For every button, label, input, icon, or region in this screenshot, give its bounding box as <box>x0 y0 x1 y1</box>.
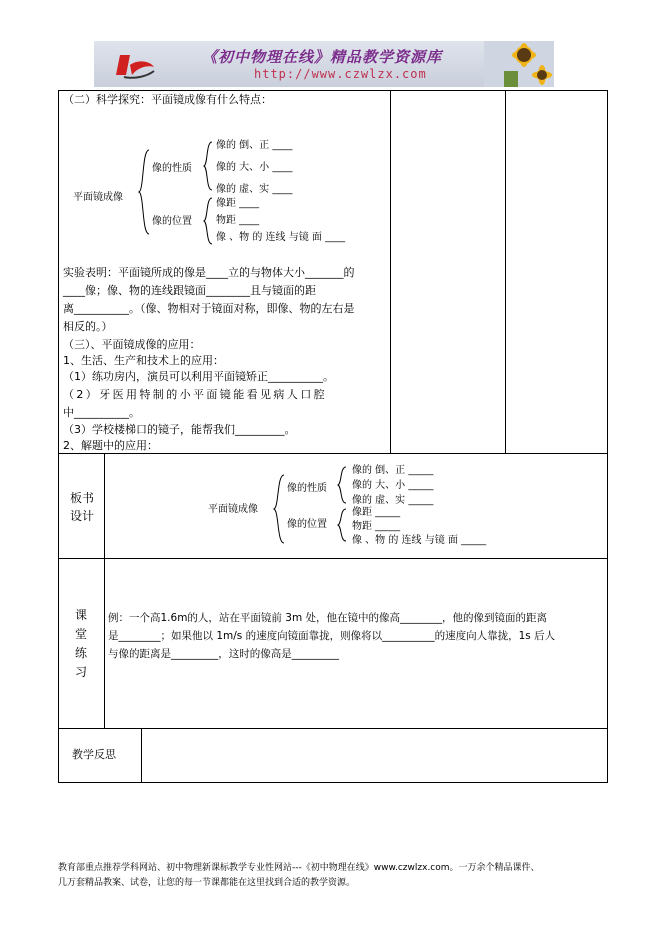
brace-icon <box>337 465 347 505</box>
board-label: 设计 <box>70 509 95 523</box>
board-b2-item: 物距 _____ <box>352 521 401 532</box>
reflection-label: 教学反思 <box>72 748 116 761</box>
section3-line: 1、生活、生产和技术上的应用： <box>63 354 224 367</box>
section2-heading: （二）科学探究：平面镜成像有什么特点： <box>63 93 272 106</box>
practice-label-char: 练 <box>75 646 88 660</box>
conclusion-line: 离__________。（像、物相对于镜面对称，即像、物的左右是 <box>63 302 355 315</box>
board-b2-item: 像距 _____ <box>352 507 401 518</box>
diagram-b2-item: 物距 ____ <box>216 215 260 226</box>
diagram-b2-item: 像 、物 的 连线 与镜 面 ____ <box>216 232 346 243</box>
practice-label-char: 堂 <box>75 627 88 641</box>
brace-icon <box>138 148 150 236</box>
section3-heading: （三）、平面镜成像的应用： <box>63 338 201 351</box>
diagram-branch2: 像的位置 <box>152 216 192 227</box>
banner-url: http://www.czwlzx.com <box>254 67 427 81</box>
brace-icon <box>203 140 213 192</box>
practice-line: 与像的距离是_________，这时的像高是_________ <box>108 648 339 660</box>
brace-icon <box>203 196 213 246</box>
header-banner <box>94 41 554 87</box>
section3-line: （2）牙医用特制的小平面镜能看见病人口腔 <box>63 388 327 401</box>
practice-line: 例：一个高1.6m的人，站在平面镜前 3m 处，他在镜中的像高________，他的像到镜面的距离 <box>108 612 548 624</box>
brace-icon <box>337 507 347 543</box>
diagram-branch1: 像的性质 <box>152 163 192 174</box>
conclusion-line: ____像；像、物的连线跟镜面________且与镜面的距 <box>63 284 316 297</box>
board-b1-item: 像的 大、小 _____ <box>352 480 434 491</box>
diagram-b1-item: 像的 大、小 ____ <box>216 162 293 173</box>
board-b1-item: 像的 倒、正 _____ <box>352 465 434 476</box>
diagram-b2-item: 像距 ____ <box>216 198 260 209</box>
board-label: 板书 <box>70 491 95 505</box>
board-diagram-branch1: 像的性质 <box>287 483 327 494</box>
footer-line: 教育部重点推荐学科网站、初中物理新课标教学专业性网站---《初中物理在线》www.czwlzx.com。一万余个精品课件、 <box>58 863 540 873</box>
section3-line: 中__________。 <box>63 406 140 419</box>
conclusion-line: 相反的。） <box>63 320 113 333</box>
practice-label-char: 课 <box>75 608 88 622</box>
banner-title: 《初中物理在线》精品教学资源库 <box>202 48 443 66</box>
diagram-b1-item: 像的 虚、实 ____ <box>216 184 293 195</box>
sunflower-image <box>484 41 554 87</box>
practice-label-char: 习 <box>75 665 88 679</box>
page-footer <box>58 861 618 891</box>
brace-icon <box>273 473 285 545</box>
diagram-b1-item: 像的 倒、正 ____ <box>216 140 293 151</box>
footer-line: 几万套精品教案、试卷，让您的每一节课都能在这里找到合适的教学资源。 <box>58 878 356 888</box>
section3-line: （1）练功房内，演员可以利用平面镜矫正__________。 <box>63 370 334 383</box>
practice-line: 是________；如果他以 1m/s 的速度向镜面靠拢，则像将以__________的速度向人靠拢，1s 后人 <box>108 630 556 642</box>
board-b2-item: 像 、物 的 连线 与镜 面 _____ <box>352 535 487 546</box>
board-diagram-branch2: 像的位置 <box>287 519 327 530</box>
conclusion-line: 实验表明：平面镜所成的像是____立的与物体大小_______的 <box>63 266 355 279</box>
board-b1-item: 像的 虚、实 _____ <box>352 495 434 506</box>
diagram-root: 平面镜成像 <box>73 192 123 203</box>
section3-line: （3）学校楼梯口的镜子，能帮我们_________。 <box>63 423 296 436</box>
site-logo-icon <box>116 49 156 81</box>
section3-line: 2、解题中的应用： <box>63 439 158 452</box>
board-diagram-root: 平面镜成像 <box>208 504 258 515</box>
